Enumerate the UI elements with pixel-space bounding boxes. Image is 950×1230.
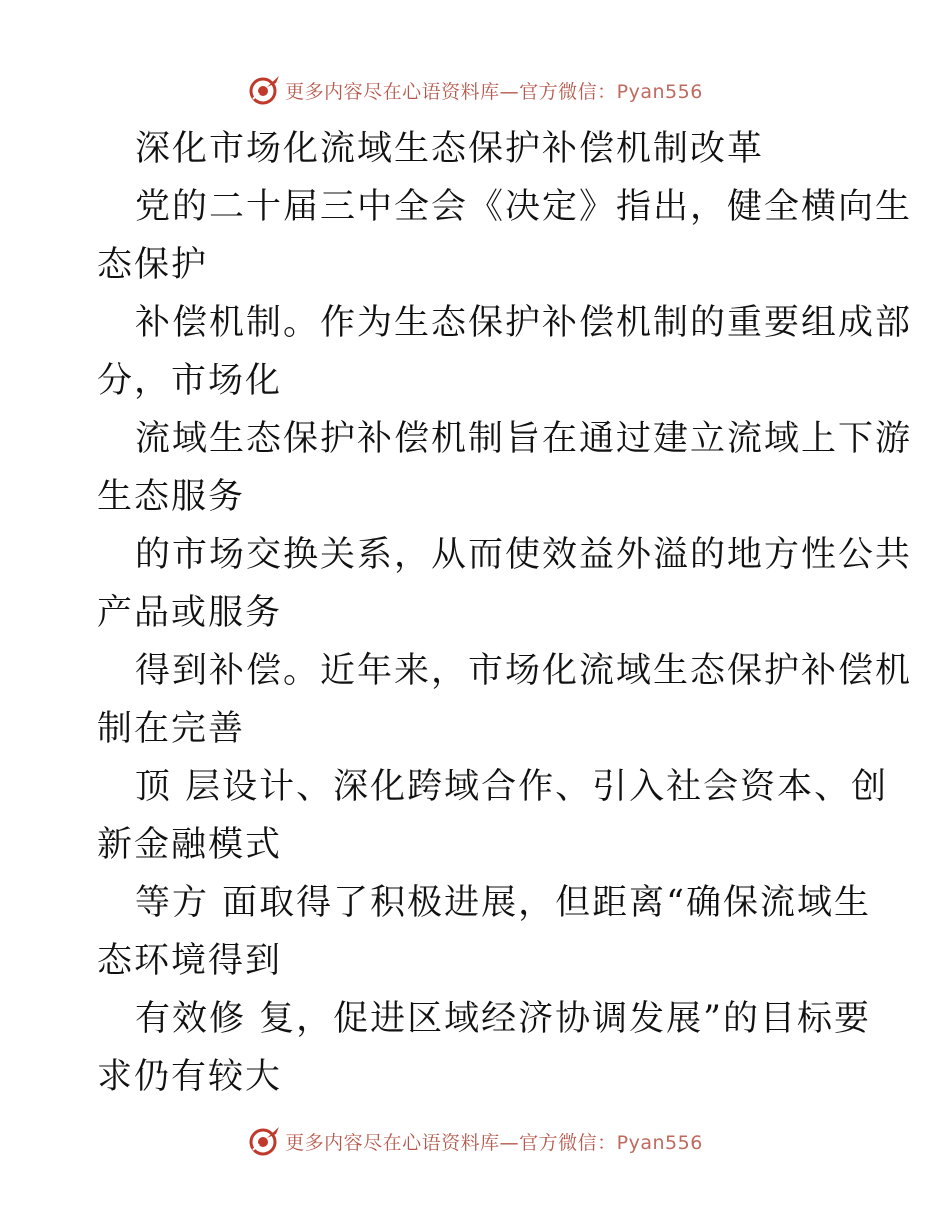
paragraph-line: 制在完善 — [97, 709, 246, 749]
paragraph-line: 态环境得到 — [97, 941, 283, 981]
paragraph-line: 产品或服务 — [97, 593, 283, 633]
header-wechat-id: Pyan556 — [616, 80, 703, 103]
footer-wechat-id: Pyan556 — [616, 1131, 703, 1154]
header-banner — [0, 70, 950, 110]
paragraph-line: 生态服务 — [97, 477, 246, 517]
footer-banner-text: 更多内容尽在心语资料库—官方微信： — [285, 1131, 617, 1154]
paragraph-line: 党的二十届三中全会《决定》指出，健全横向生 — [135, 187, 913, 227]
paragraph-line: 求仍有较大 — [97, 1057, 283, 1097]
paragraph-line: 等方 面取得了积极进展，但距离“确保流域生 — [135, 883, 872, 923]
paragraph-line: 顶 层设计、深化跨域合作、引入社会资本、创 — [135, 767, 889, 807]
paragraph-line: 补偿机制。作为生态保护补偿机制的重要组成部 — [135, 303, 913, 343]
footer-banner — [0, 1121, 950, 1161]
paragraph-line: 态保护 — [97, 245, 209, 285]
header-banner-text: 更多内容尽在心语资料库—官方微信： — [285, 80, 617, 103]
document-title: 深化市场化流域生态保护补偿机制改革 — [135, 129, 765, 169]
paragraph-line: 得到补偿。近年来，市场化流域生态保护补偿机 — [135, 651, 913, 691]
quill-pen-logo-icon — [247, 1124, 281, 1158]
paragraph-line: 流域生态保护补偿机制旨在通过建立流域上下游 — [135, 419, 913, 459]
paragraph-line: 分，市场化 — [97, 361, 283, 401]
paragraph-line: 的市场交换关系，从而使效益外溢的地方性公共 — [135, 535, 913, 575]
paragraph-line: 有效修 复，促进区域经济协调发展”的目标要 — [135, 999, 872, 1039]
quill-pen-logo-icon — [247, 73, 281, 107]
paragraph-line: 新金融模式 — [97, 825, 283, 865]
document-body — [97, 120, 913, 1106]
